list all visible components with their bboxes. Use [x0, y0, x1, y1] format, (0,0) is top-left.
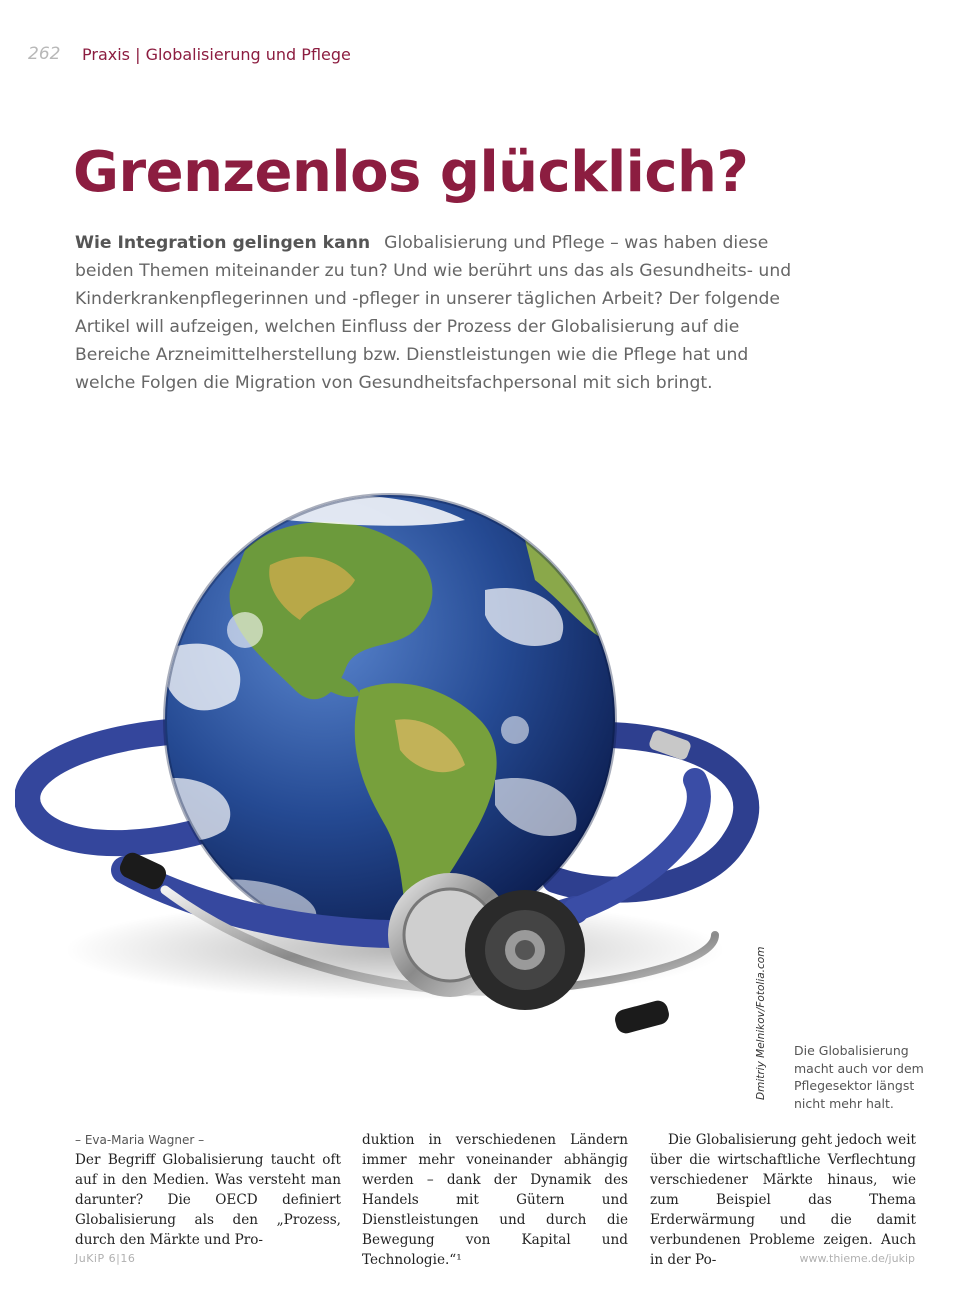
- author-line: – Eva-Maria Wagner –: [75, 1133, 205, 1147]
- section-header: Praxis | Globalisierung und Pflege: [82, 45, 351, 64]
- body-column-2: [362, 1130, 628, 1270]
- journal-issue: JuKiP 6|16: [75, 1252, 136, 1265]
- intro-kicker: Wie Integration gelingen kann: [75, 233, 371, 253]
- page-number: 262: [28, 44, 61, 64]
- body-paragraph: Der Begriff Globalisierung taucht oft auf in den Medien. Was versteht man darunter? Die OECD definiert Globalisierung als den „Prozess, durch den Märkte und Pro-: [75, 1152, 341, 1248]
- body-paragraph: duktion in verschiedenen Ländern immer mehr voneinander abhängig werden – dank der Dynamik des Handels mit Gütern und Dienstleistungen und durch die Bewegung von Kapital und Technologie.“¹: [362, 1132, 628, 1268]
- body-column-3: [650, 1130, 916, 1270]
- journal-url[interactable]: www.thieme.de/jukip: [799, 1252, 915, 1265]
- image-caption: Die Globalisierung macht auch vor dem Pflegesektor längst nicht mehr halt.: [794, 1043, 924, 1111]
- image-credit: Dmitriy Melnikov/Fotolia.com: [755, 946, 767, 1100]
- body-paragraph: Die Globalisierung geht jedoch weit über die wirtschaftliche Verflechtung verschiedener Märkte hinaus, wie zum Beispiel das Thema Erderwärmung und die damit verbundenen Probleme zeigen. Auch in der Po-: [650, 1132, 916, 1268]
- article-intro: [75, 229, 795, 397]
- body-column-1: [75, 1130, 341, 1250]
- intro-text: Globalisierung und Pflege – was haben diese beiden Themen miteinander zu tun? Und wie berührt uns das als Gesundheits- und Kinderkrankenpflegerinnen und -pfleger in unserer täglichen Arbeit? Der folgende Artikel will aufzeigen, welchen Einfluss der Prozess der Globalisierung auf die Bereiche Arzneimittelherstellung bzw. Dienstleistungen wie die Pflege hat und welche Folgen die Migration von Gesundheitsfachpersonal mit sich bringt.: [75, 233, 792, 393]
- globe-stethoscope-image: [15, 480, 765, 1070]
- article-headline: Grenzenlos glücklich?: [73, 140, 749, 205]
